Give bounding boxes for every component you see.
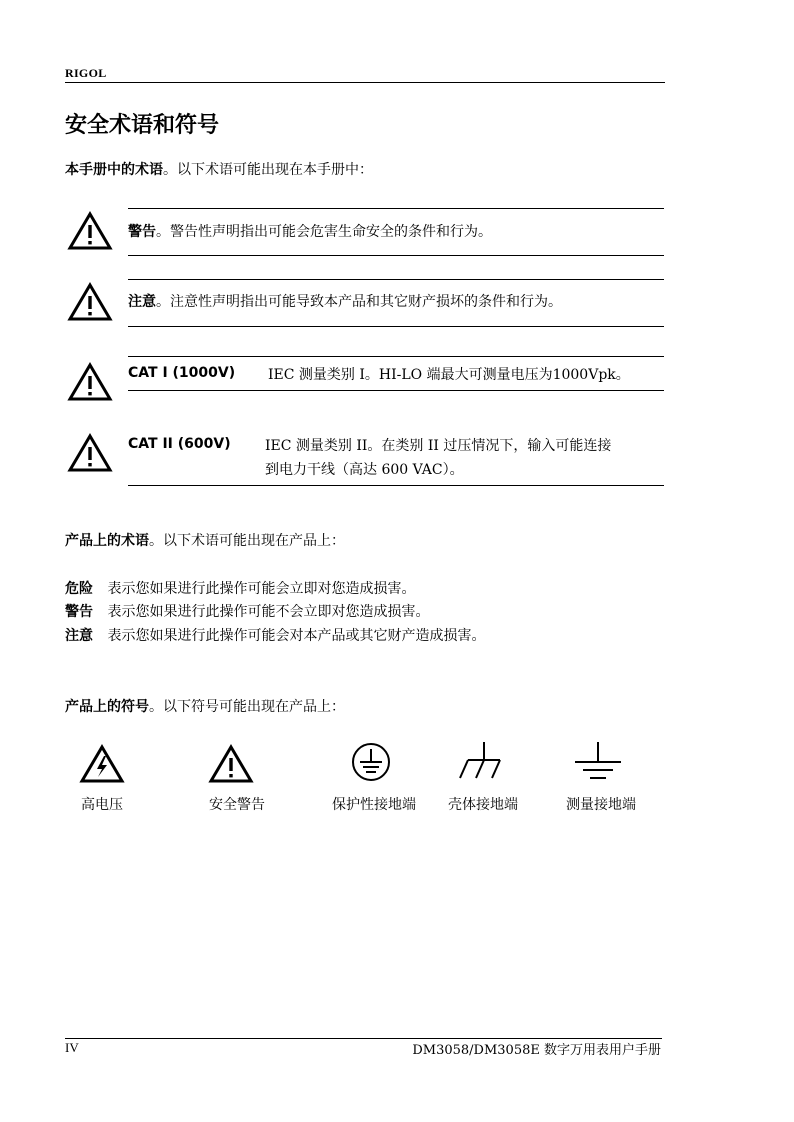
manual-terms-intro: [65, 160, 373, 180]
cat2-text-line1: IEC 测量类别 II。在类别 II 过压情况下，输入可能连接: [265, 438, 612, 454]
product-symbols-intro: [65, 697, 345, 717]
cat1-warning-icon: [67, 362, 113, 402]
warning-rule-top: [128, 208, 664, 209]
term-text: 表示您如果进行此操作可能会对本产品或其它财产造成损害。: [107, 628, 486, 644]
product-term-caution: [65, 626, 485, 646]
measurement-ground-icon: [573, 740, 623, 782]
warning-rule-bottom: [128, 255, 664, 256]
cat1-label: CAT I (1000V): [128, 365, 236, 381]
cat1-rule-top: [128, 356, 664, 357]
product-terms-intro: [65, 531, 345, 551]
page-title: 安全术语和符号: [65, 113, 220, 138]
cat1-rule-bottom: [128, 390, 664, 391]
high-voltage-icon: [79, 744, 125, 784]
caution-text: 。注意性声明指出可能导致本产品和其它财产损坏的条件和行为。: [156, 294, 562, 310]
product-symbols-intro-text: 。以下符号可能出现在产品上：: [149, 699, 345, 715]
page-number: IV: [65, 1040, 79, 1055]
warning-label: 警告: [128, 224, 156, 240]
protective-ground-icon: [348, 742, 394, 782]
cat2-rule-bottom: [128, 485, 664, 486]
symbol-label: 测量接地端: [566, 797, 636, 813]
chassis-ground-icon: [456, 740, 508, 782]
manual-terms-intro-text: 。以下术语可能出现在本手册中：: [163, 162, 373, 178]
warning-definition: [128, 222, 492, 242]
warning-triangle-icon: [67, 211, 113, 251]
header-rule: [65, 82, 665, 83]
safety-warning-icon: [208, 744, 254, 784]
brand-logo: RIGOL: [65, 66, 107, 80]
cat2-warning-icon: [67, 433, 113, 473]
caution-rule-top: [128, 279, 664, 280]
product-terms-heading: 产品上的术语: [65, 533, 149, 549]
symbol-label: 安全警告: [209, 797, 265, 813]
caution-definition: [128, 292, 562, 312]
product-term-danger: [65, 579, 415, 599]
footer-doc-title: DM3058/DM3058E 数字万用表用户手册: [412, 1043, 661, 1058]
product-symbols-heading: 产品上的符号: [65, 699, 149, 715]
symbol-label: 高电压: [81, 797, 123, 813]
cat2-text-line2: 到电力干线（高达 600 VAC）。: [265, 462, 464, 478]
warning-text: 。警告性声明指出可能会危害生命安全的条件和行为。: [156, 224, 492, 240]
caution-rule-bottom: [128, 326, 664, 327]
caution-triangle-icon: [67, 282, 113, 322]
product-terms-intro-text: 。以下术语可能出现在产品上：: [149, 533, 345, 549]
symbol-label: 壳体接地端: [448, 797, 518, 813]
product-term-warning: [65, 602, 429, 622]
term-text: 表示您如果进行此操作可能会立即对您造成损害。: [107, 581, 416, 597]
cat2-label: CAT II (600V): [128, 436, 231, 452]
term-label: 注意: [65, 628, 93, 644]
term-label: 危险: [65, 581, 93, 597]
term-label: 警告: [65, 604, 93, 620]
caution-label: 注意: [128, 294, 156, 310]
symbol-label: 保护性接地端: [332, 797, 416, 813]
cat1-text: IEC 测量类别 I。HI-LO 端最大可测量电压为1000Vpk。: [268, 367, 630, 383]
term-text: 表示您如果进行此操作可能不会立即对您造成损害。: [107, 604, 430, 620]
manual-terms-heading: 本手册中的术语: [65, 162, 163, 178]
